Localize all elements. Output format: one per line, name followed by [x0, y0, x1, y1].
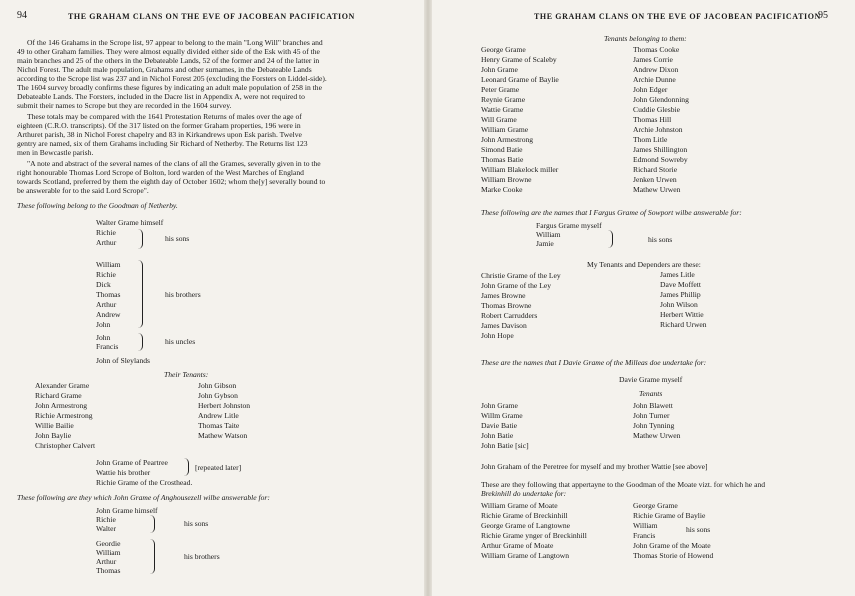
name-entry: George Grame [633, 501, 678, 510]
name-entry: Arthur [96, 300, 117, 309]
name-entry: Andrew Litle [198, 411, 239, 420]
text-line: The 1604 survey broadly confirms these figures by indicating an adult male population of 258 in the [17, 83, 322, 92]
name-entry: Walter [96, 524, 117, 533]
brace [608, 230, 613, 248]
name-entry: Francis [633, 531, 656, 540]
name-entry: James Davison [481, 321, 527, 330]
page-number: 95 [818, 10, 828, 21]
relation-label: his uncles [165, 337, 196, 346]
name-entry: Christie Grame of the Ley [481, 271, 561, 280]
name-entry: John [96, 320, 111, 329]
brace [138, 260, 143, 328]
name-entry: Richie Grame of Breckinhill [481, 511, 568, 520]
name-entry: Willie Bailie [35, 421, 74, 430]
name-entry: Mathew Urwen [633, 185, 681, 194]
left-page [0, 0, 424, 596]
name-entry: John Turner [633, 411, 670, 420]
name-entry: Davie Grame myself [619, 375, 683, 384]
name-entry: John Wilson [660, 300, 698, 309]
name-entry: John Grame himself [96, 506, 158, 515]
name-entry: John Armestrong [35, 401, 88, 410]
name-entry: Mathew Urwen [633, 431, 681, 440]
name-entry: Richie Grame of the Crosthead. [96, 478, 193, 487]
name-entry: Wattie Grame [481, 105, 524, 114]
name-entry: Richie Grame ynger of Breckinhill [481, 531, 587, 540]
name-entry: Francis [96, 342, 119, 351]
name-entry: Henry Grame of Scaleby [481, 55, 557, 64]
brace [138, 333, 143, 351]
name-entry: Richie [96, 515, 116, 524]
name-entry: William Grame of Moate [481, 501, 558, 510]
name-entry: John of Sleylands [96, 356, 150, 365]
name-entry: Thomas Storie of Howend [633, 551, 714, 560]
brace [150, 515, 155, 533]
section-heading: These are the names that I Davie Grame of the Milleas doe undertake for: [481, 358, 707, 367]
name-entry: Edmond Sowreby [633, 155, 688, 164]
brace [138, 229, 143, 249]
name-entry: John Gybson [198, 391, 238, 400]
name-entry: James Phillip [660, 290, 701, 299]
name-entry: Andrew [96, 310, 121, 319]
name-entry: Dick [96, 280, 111, 289]
text-line: eighteen (C.R.O. transcripts). Of the 317 listed on the former Graham properties, 196 were in [17, 121, 301, 130]
name-entry: Richie [96, 228, 116, 237]
name-entry: James Corrie [633, 55, 673, 64]
name-entry: Herbert Johnston [198, 401, 251, 410]
name-entry: Thomas [96, 290, 121, 299]
name-entry: William Grame [481, 125, 529, 134]
name-entry: Thomas Batie [481, 155, 524, 164]
text-line: be answerable for to the said Lord Scrope". [17, 186, 149, 195]
name-entry: Jamie [536, 239, 554, 248]
subheading: Their Tenants: [164, 370, 209, 379]
relation-label: his sons [165, 234, 190, 243]
section-heading: These following are the names that I Fargus Grame of Sowport wilbe answerable for: [481, 208, 742, 217]
text-line: These are they following that appertayne to the Goodman of the Moate vizt. for which he and [481, 480, 766, 489]
name-entry: Thomas [96, 566, 121, 575]
name-entry: Peter Grame [481, 85, 520, 94]
text-line: men in Bewcastle parish. [17, 148, 94, 157]
text-line: Nichol Forest. The adult male population, Grahams and other surnames, in the Debateable Lands [17, 65, 312, 74]
text-line: Arthuret parish, 38 in Nichol Forest chapelry and 83 in Kirkandrews upon Esk parish. Twelve [17, 130, 302, 139]
name-entry: George Grame of Langtowne [481, 521, 571, 530]
name-entry: Richard Storie [633, 165, 678, 174]
name-entry: Robert Carrudders [481, 311, 538, 320]
name-entry: John Grame of the Moate [633, 541, 711, 550]
text-line: Debateable Lands. The Forsters, included in the Dacre list in Appendix A, were not required to [17, 92, 305, 101]
text-line: according to the Scrope list was 237 and in Nichol Forest 205 (excluding the Forsters on Liddel-side). [17, 74, 327, 83]
section-heading: These following are they which John Grame of Anghousezell wilbe answerable for: [17, 493, 270, 502]
name-entry: Christopher Calvert [35, 441, 96, 450]
name-entry: Simond Batie [481, 145, 523, 154]
name-entry: Thomas Cooke [633, 45, 680, 54]
name-entry: Andrew Dixon [633, 65, 679, 74]
name-entry: Richard Grame [35, 391, 82, 400]
relation-label: his sons [686, 525, 711, 534]
name-entry: John Tynning [633, 421, 675, 430]
page-number: 94 [17, 10, 27, 21]
name-entry: Thom Litle [633, 135, 668, 144]
name-entry: Willm Grame [481, 411, 523, 420]
name-entry: William Blakelock miller [481, 165, 559, 174]
name-entry: Herbert Wittie [660, 310, 704, 319]
name-entry: Arthur [96, 238, 117, 247]
subheading: Tenants belonging to them: [604, 34, 687, 43]
relation-label: his sons [648, 235, 673, 244]
brace [150, 539, 155, 574]
text-line: submit their names to Scrope but they are recorded in the 1604 survey. [17, 101, 232, 110]
name-entry: James Litle [660, 270, 695, 279]
name-entry: Richie Grame of Baylie [633, 511, 706, 520]
relation-label: his brothers [165, 290, 201, 299]
text-line: gentry are named, six of them Grahams including Sir Richard of Netherby. The Returns list 123 [17, 139, 308, 148]
text-line: Of the 146 Grahams in the Scrope list, 97 appear to belong to the main "Long Will" branches and [27, 38, 323, 47]
subheading: Tenants [639, 389, 663, 398]
name-entry: Reynie Grame [481, 95, 526, 104]
name-entry: Leonard Grame of Baylie [481, 75, 559, 84]
brace [184, 458, 189, 476]
text-line: main branches and 25 of the others in the Debateable Lands, 52 of the former and 24 of the latter in [17, 56, 320, 65]
text-line: towards Scotland, preferred by them the eighth day of October 1602; whom the[y] severally bound to [17, 177, 326, 186]
name-entry: Davie Batie [481, 421, 518, 430]
name-entry: Mathew Watson [198, 431, 248, 440]
name-entry: John Batie [481, 431, 514, 440]
name-entry: Arthur [96, 557, 117, 566]
section-heading: These following belong to the Goodman of Netherby. [17, 201, 178, 210]
name-entry: Marke Cooke [481, 185, 523, 194]
relation-label: his brothers [184, 552, 220, 561]
note-label: [repeated later] [195, 463, 242, 472]
name-entry: John Armestrong [481, 135, 534, 144]
name-entry: John Gibson [198, 381, 237, 390]
name-entry: Richie Armestrong [35, 411, 93, 420]
name-entry: John Hope [481, 331, 514, 340]
running-head: THE GRAHAM CLANS ON THE EVE OF JACOBEAN PACIFICATION [534, 12, 821, 21]
text-line: John Graham of the Peretree for myself and my brother Wattie [see above] [481, 462, 708, 471]
name-entry: William [96, 548, 121, 557]
text-line: right honourable Thomas Lord Scrope of Bolton, lord warden of the West Marches of England [17, 168, 304, 177]
name-entry: Thomas Browne [481, 301, 532, 310]
name-entry: William [536, 230, 561, 239]
name-entry: Thomas Taite [198, 421, 240, 430]
name-entry: James Shillington [633, 145, 688, 154]
name-entry: George Grame [481, 45, 526, 54]
name-entry: Thomas Hill [633, 115, 672, 124]
text-line: Brekinhill do undertake for: [481, 489, 567, 498]
name-entry: James Browne [481, 291, 526, 300]
name-entry: Jenken Urwen [633, 175, 677, 184]
subheading: My Tenants and Dependers are these: [587, 260, 701, 269]
name-entry: Will Grame [481, 115, 517, 124]
name-entry: Cuddie Glesbie [633, 105, 681, 114]
name-entry: Wattie his brother [96, 468, 151, 477]
name-entry: Dave Moffett [660, 280, 701, 289]
text-line: "A note and abstract of the several names of the clans of all the Grames, severally given in to the [27, 159, 321, 168]
running-head: THE GRAHAM CLANS ON THE EVE OF JACOBEAN PACIFICATION [68, 12, 355, 21]
name-entry: William Grame of Langtown [481, 551, 570, 560]
name-entry: Walter Grame himself [96, 218, 164, 227]
name-entry: William [96, 260, 121, 269]
name-entry: Richard Urwen [660, 320, 707, 329]
name-entry: John Batie [sic] [481, 441, 529, 450]
book-gutter [424, 0, 432, 596]
name-entry: Archie Johnston [633, 125, 683, 134]
name-entry: Arthur Grame of Moate [481, 541, 554, 550]
name-entry: John Grame [481, 401, 518, 410]
name-entry: William [633, 521, 658, 530]
name-entry: William Browne [481, 175, 532, 184]
name-entry: John Glendonning [633, 95, 689, 104]
name-entry: John Grame of the Ley [481, 281, 552, 290]
relation-label: his sons [184, 519, 209, 528]
text-line: These totals may be compared with the 1641 Protestation Returns of males over the age of [27, 112, 302, 121]
name-entry: Archie Dunne [633, 75, 676, 84]
text-line: 49 to other Graham families. They were almost equally divided either side of the Esk with 45 of the [17, 47, 320, 56]
name-entry: Richie [96, 270, 116, 279]
name-entry: Geordie [96, 539, 121, 548]
name-entry: John Baylie [35, 431, 72, 440]
name-entry: Alexander Grame [35, 381, 90, 390]
right-page [432, 0, 855, 596]
name-entry: John Blawett [633, 401, 673, 410]
name-entry: John Grame of Peartree [96, 458, 168, 467]
name-entry: Fargus Grame myself [536, 221, 602, 230]
name-entry: John Grame [481, 65, 518, 74]
name-entry: John Edger [633, 85, 668, 94]
name-entry: John [96, 333, 111, 342]
